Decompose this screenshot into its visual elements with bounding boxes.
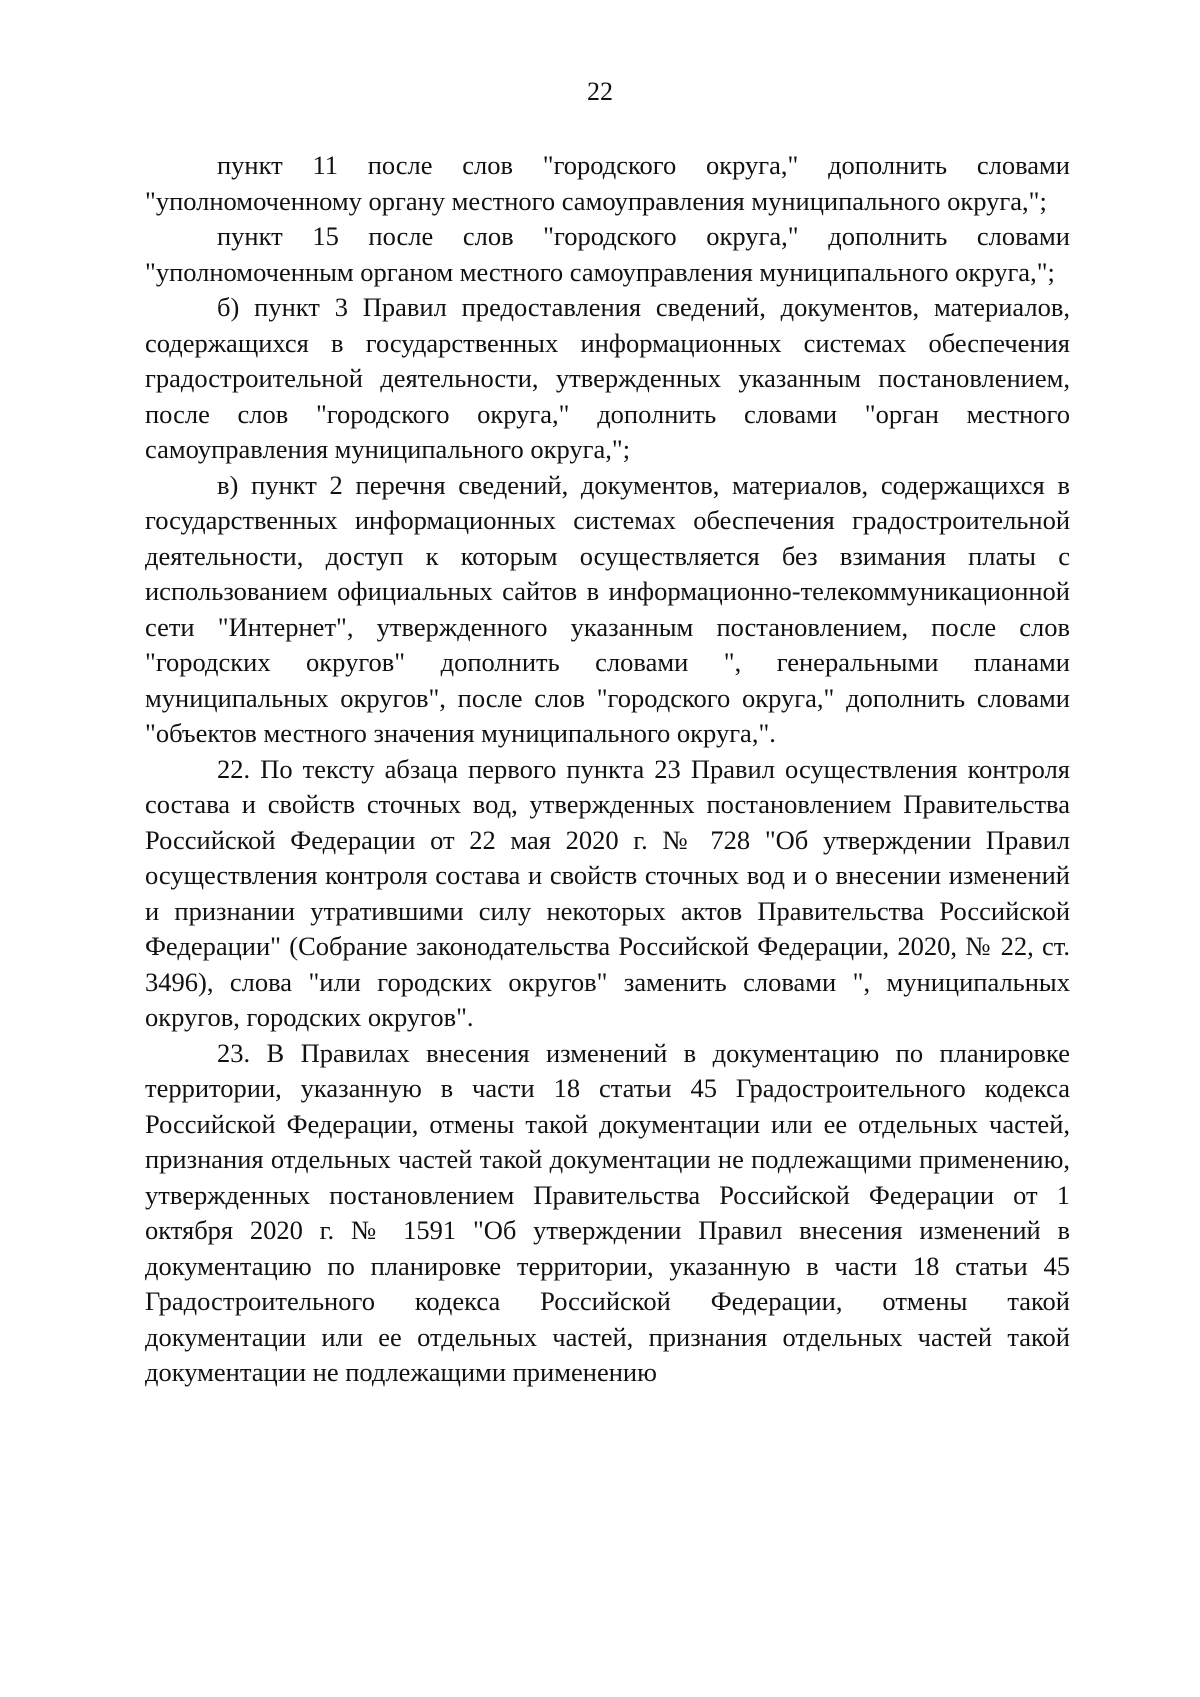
paragraph-b: б) пункт 3 Правил предоставления сведений, документов, материалов, содержащихся в государственных информационных системах обеспечения градостроительной деятельности, утвержденных указанным постановлением, после слов "городского округа," дополнить словами "орган местного самоуправления муниципального округа,";: [145, 292, 1070, 464]
paragraph-item-15: пункт 15 после слов "городского округа," дополнить словами "уполномоченным органом местного самоуправления муниципального округа,";: [145, 221, 1070, 287]
paragraph-22: 22. По тексту абзаца первого пункта 23 Правил осуществления контроля состава и свойств сточных вод, утвержденных постановлением Правительства Российской Федерации от 22 мая 2020 г. № 728 "Об утверждении Правил осуществления контроля состава и свойств сточных вод и о внесении изменений и признании утратившими силу некоторых актов Правительства Российской Федерации" (Собрание законодательства Российской Федерации, 2020, № 22, ст. 3496), слова "или городских округов" заменить словами ", муниципальных округов, городских округов".: [145, 753, 1070, 1032]
document-body: [145, 148, 1070, 1391]
page-number: 22: [587, 77, 613, 106]
paragraph-23: 23. В Правилах внесения изменений в документацию по планировке территории, указанную в части 18 статьи 45 Градостроительного кодекса Российской Федерации, отмены такой документации или ее отдельных частей, признания отдельных частей такой документации не подлежащими применению, утвержденных постановлением Правительства Российской Федерации от 1 октября 2020 г. № 1591 "Об утверждении Правил внесения изменений в документацию по планировке территории, указанную в части 18 статьи 45 Градостроительного кодекса Российской Федерации, отмены такой документации или ее отдельных частей, признания отдельных частей такой документации не подлежащими применению: [145, 1037, 1070, 1387]
paragraph-item-11: пункт 11 после слов "городского округа," дополнить словами "уполномоченному органу местного самоуправления муниципального округа,";: [145, 150, 1070, 216]
paragraph-v: в) пункт 2 перечня сведений, документов, материалов, содержащихся в государственных информационных системах обеспечения градостроительной деятельности, доступ к которым осуществляется без взимания платы с использованием официальных сайтов в информационно-телекоммуникационной сети "Интернет", утвержденного указанным постановлением, после слов "городских округов" дополнить словами ", генеральными планами муниципальных округов", после слов "городского округа," дополнить словами "объектов местного значения муниципального округа,".: [145, 469, 1070, 748]
